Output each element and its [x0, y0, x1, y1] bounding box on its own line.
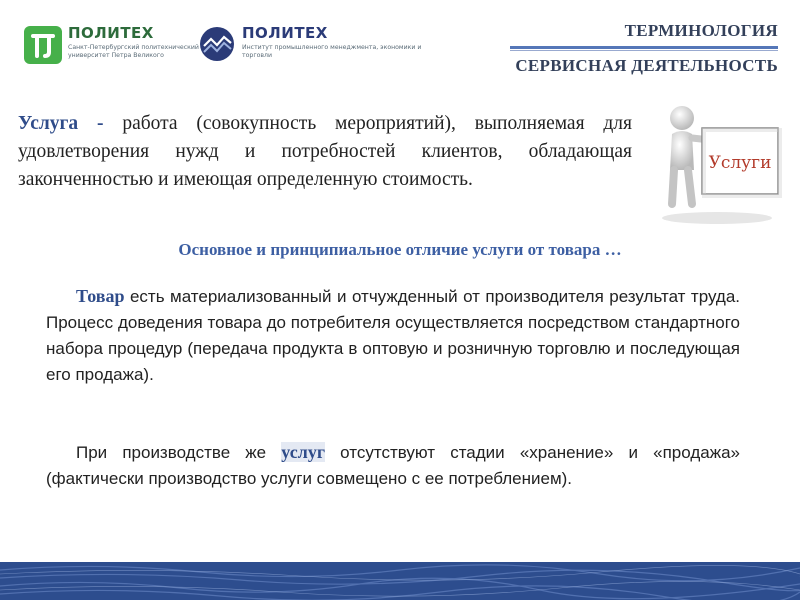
spbpu-logo-title: ПОЛИТЕХ — [68, 24, 154, 42]
definition-dash: - — [78, 113, 123, 134]
goods-text: есть материализованный и отчужденный от производителя результат труда. Процесс доведения товара до потребителя осуществляется посредством стандартного набора процедур (передача продукта в оптовую и розничную торговлю и последующая его продажа). — [46, 287, 740, 384]
topic-title: СЕРВИСНАЯ ДЕЯТЕЛЬНОСТЬ — [515, 56, 778, 75]
header-divider — [510, 46, 778, 49]
institute-logo-icon — [198, 24, 236, 64]
definition-text: работа (совокупность мероприятий), выполняемая для удовлетворения нужд и потребностей клиентов, обладающая законченностью и имеющая определенную стоимость. — [18, 113, 632, 190]
institute-logo — [198, 24, 422, 68]
section-title: ТЕРМИНОЛОГИЯ — [624, 21, 778, 40]
goods-term: Товар — [76, 286, 125, 306]
definition-term: Услуга — [18, 113, 79, 134]
services-prefix: При производстве же — [76, 443, 282, 462]
spbpu-logo-subtitle: Санкт-Петербургский политехнический университет Петра Великого — [68, 44, 199, 59]
services-paragraph — [46, 439, 740, 492]
institute-logo-title: ПОЛИТЕХ — [242, 24, 328, 42]
person-holding-sign-icon — [652, 100, 782, 226]
difference-subheading: Основное и принципиальное отличие услуги от товара … — [178, 240, 622, 259]
sign-text: Услуги — [708, 153, 772, 173]
header-divider-thin — [510, 50, 778, 51]
services-term: услуг — [281, 442, 326, 462]
spbpu-logo-icon — [24, 26, 62, 64]
services-text: отсутствуют стадии «хранение» и «продажа» (фактически производство услуги совмещено с ее потреблением). — [46, 443, 740, 488]
goods-paragraph — [46, 283, 740, 388]
spbpu-logo — [24, 24, 199, 68]
footer-band — [0, 562, 800, 600]
service-definition — [18, 110, 632, 194]
institute-logo-subtitle: Институт промышленного менеджмента, экономики и торговли — [242, 44, 422, 59]
